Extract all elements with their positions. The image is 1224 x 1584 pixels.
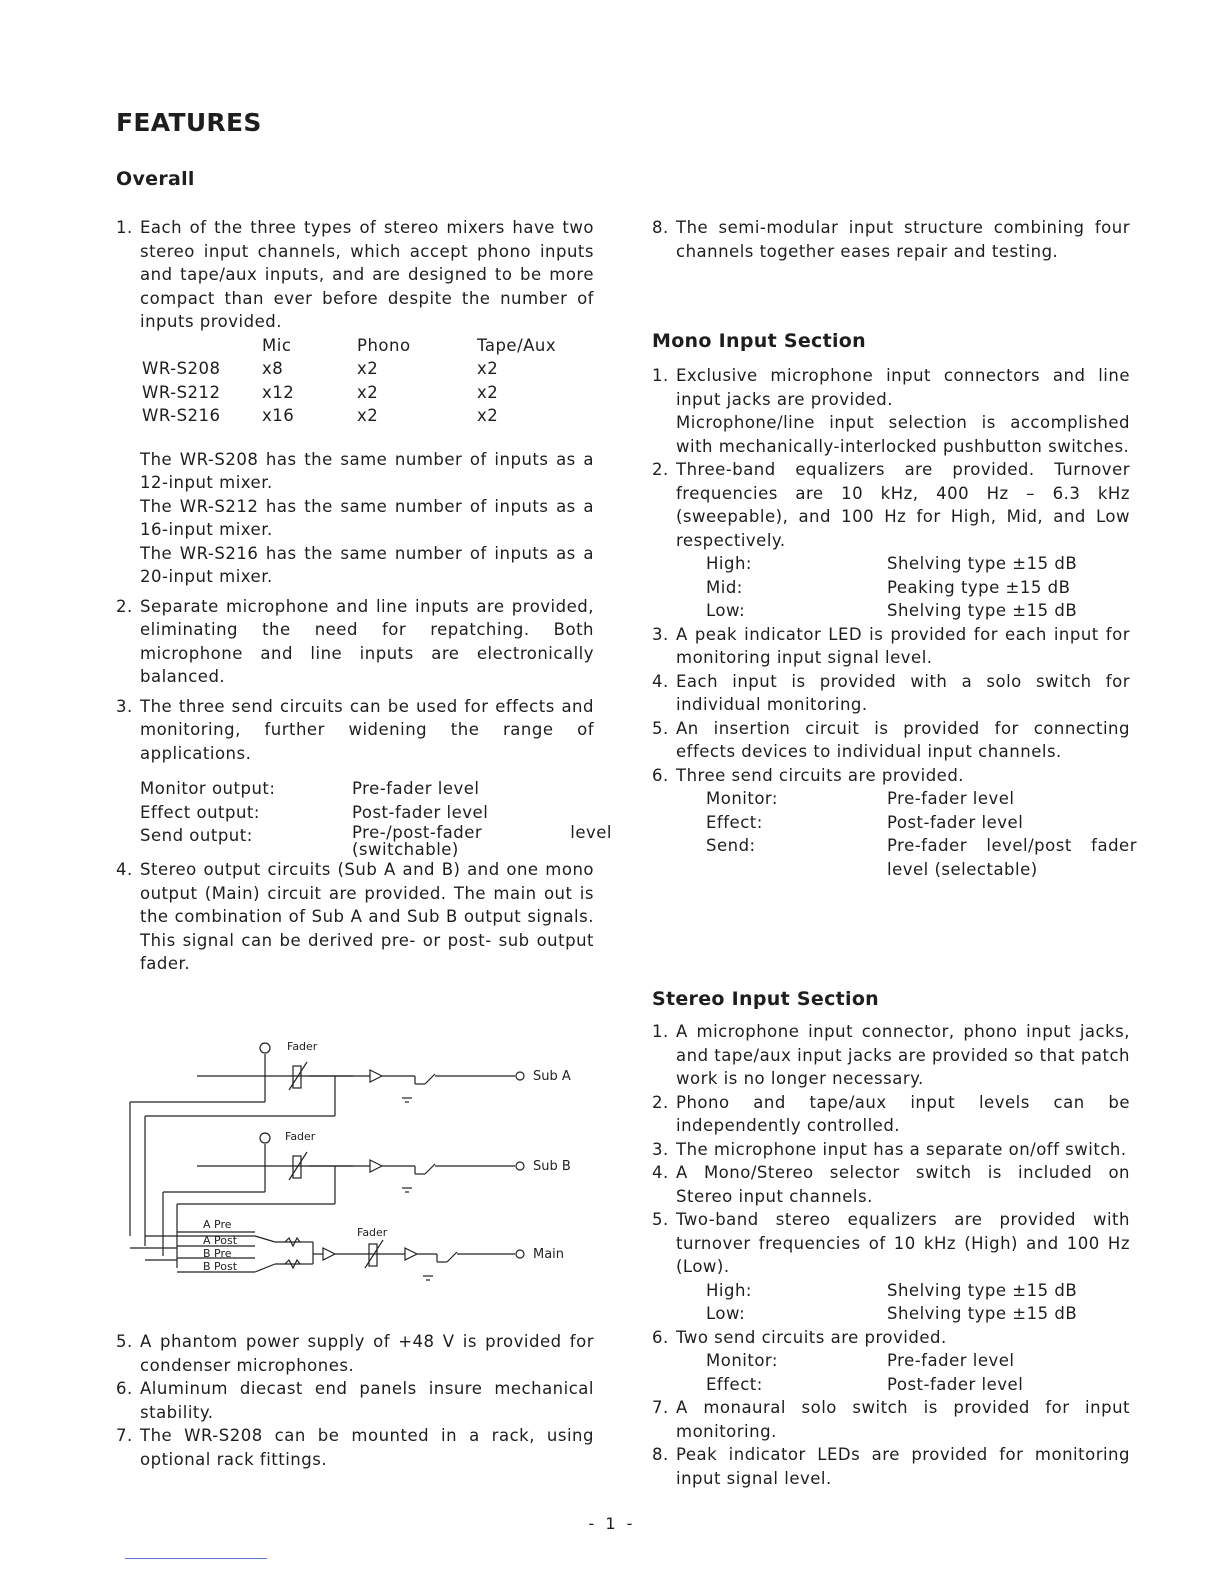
item-number: 8. [652,218,669,237]
overall-heading: Overall [116,168,195,190]
item-text: Three send circuits are provided. [676,765,965,785]
item-text: Three-band equalizers are provided. Turnover frequencies are 10 kHz, 400 Hz – 6.3 kHz (sweepable), and 100 Hz for High, Mid, and Low respectively. [676,460,1130,550]
item-text: Exclusive microphone input connectors and line input jacks are provided. [676,366,1130,409]
list-item [652,364,1130,458]
eq-label: Low: [706,1304,746,1323]
eq-list [706,1279,1130,1326]
item-text: A microphone input connector, phono input jacks, and tape/aux input jacks are provided so that patch work is no longer necessary. [676,1022,1130,1088]
output-block-diagram [125,1028,595,1300]
send-value: Pre-fader level/post fader level (selectable) [887,836,1137,879]
table-cell: x16 [262,406,295,425]
item-text: Two-band stereo equalizers are provided with turnover frequencies of 10 kHz (High) and 100 Hz (Low). [676,1210,1130,1276]
item-text: Peak indicator LEDs are provided for monitoring input signal level. [676,1445,1130,1488]
jack-icon [516,1250,524,1258]
item-number: 2. [652,460,669,479]
stereo-heading: Stereo Input Section [652,988,880,1010]
a-pre-label: A Pre [203,1218,232,1231]
list-item [116,1424,594,1471]
output-value: Pre-/post-fader level (switchable) [352,823,612,859]
table-cell: x2 [357,382,379,402]
table-cell: x2 [357,406,379,425]
table-cell: WR-S216 [142,406,221,425]
item-number: 5. [652,1210,669,1229]
item-text: The three send circuits can be used for effects and monitoring, further widening the range of applications. [140,696,594,763]
item-text: A Mono/Stereo selector switch is included on Stereo input channels. [676,1163,1130,1206]
note: The WR-S212 has the same number of inputs as a 16-input mixer. [140,496,594,539]
send-value: Post-fader level [887,1374,1024,1394]
table-cell: WR-S212 [142,382,221,402]
item-number: 4. [652,1163,669,1182]
main-label: Main [533,1247,565,1262]
eq-label: High: [706,1280,752,1300]
item-number: 1. [652,1022,669,1041]
list-item [652,670,1130,717]
sends-list [706,787,1137,881]
fader-knob-icon [260,1133,270,1143]
output-value: Pre-fader level [352,779,480,798]
item-text: Each of the three types of stereo mixers have two stereo input channels, which accept phono inputs and tape/aux inputs, and are designed to be more compact than ever before despite the number of inputs provided. [140,218,594,331]
page-number: - 1 - [588,1514,636,1533]
item-text: The microphone input has a separate on/off switch. [676,1139,1127,1159]
sends-list [706,1349,1130,1396]
b-post-label: B Post [203,1260,238,1273]
item-number: 1. [116,218,133,237]
output-label: Send output: [140,826,253,845]
item-text: An insertion circuit is provided for connecting effects devices to individual input channels. [676,718,1130,761]
eq-list [706,552,1130,623]
eq-value: Peaking type ±15 dB [887,577,1071,597]
fader-label: Fader [285,1130,316,1143]
send-value: Post-fader level [887,812,1024,832]
jack-icon [516,1072,524,1080]
table-header: Mic [262,335,292,355]
list-item [652,1208,1130,1326]
eq-value: Shelving type ±15 dB [887,601,1078,620]
list-item [652,1091,1130,1138]
item-number: 5. [116,1332,133,1351]
eq-label: High: [706,554,752,573]
eq-value: Shelving type ±15 dB [887,1304,1078,1323]
item-text: Aluminum diecast end panels insure mechanical stability. [140,1379,594,1422]
item-number: 6. [652,1327,669,1347]
table-cell: x8 [262,359,284,378]
table-cell: x2 [477,382,499,402]
outputs-list [140,777,612,859]
list-item [652,1161,1130,1208]
send-label: Send: [706,836,756,855]
item-text: Microphone/line input selection is accomplished with mechanically-interlocked pushbutton switches. [676,413,1130,456]
item-text: Stereo output circuits (Sub A and B) and one mono output (Main) circuit are provided. The main out is the combination of Sub A and Sub B output signals. This signal can be derived pre- or post- sub output fader. [140,860,594,973]
overall-section [116,216,612,976]
a-post-label: A Post [203,1234,238,1247]
table-header: Tape/Aux [477,335,557,355]
fader-knob-icon [260,1043,270,1053]
item-text: Two send circuits are provided. [676,1327,947,1347]
item-text: Phono and tape/aux input levels can be independently controlled. [676,1092,1130,1135]
table-cell: x2 [477,359,499,378]
stereo-section [652,1020,1130,1490]
note: The WR-S216 has the same number of inputs as a 20-input mixer. [140,543,594,586]
page-title: FEATURES [116,108,262,137]
table-cell: x2 [477,406,499,425]
table-cell: x12 [262,382,295,402]
list-item [116,1330,594,1377]
item-number: 2. [116,596,133,616]
spec-table [142,334,594,428]
item-text: A monaural solo switch is provided for input monitoring. [676,1398,1130,1441]
fader-label: Fader [287,1040,318,1053]
list-item [116,216,594,589]
mono-section [652,364,1137,881]
output-label: Monitor output: [140,779,276,798]
item-number: 6. [652,765,669,785]
list-item [652,1020,1130,1091]
list-item [116,1377,594,1424]
item-text: The WR-S208 can be mounted in a rack, using optional rack fittings. [140,1426,594,1469]
list-item [652,216,1130,263]
output-value: Post-fader level [352,802,489,822]
table-cell: x2 [357,359,379,378]
list-item [652,717,1130,764]
eq-value: Shelving type ±15 dB [887,554,1078,573]
send-label: Monitor: [706,789,778,808]
item-number: 6. [116,1379,133,1398]
list-item [652,1396,1130,1443]
list-item [652,764,1137,882]
sub-b-label: Sub B [533,1159,571,1174]
item-number: 5. [652,718,669,738]
eq-value: Shelving type ±15 dB [887,1280,1078,1300]
eq-label: Mid: [706,577,743,597]
footer-rule [125,1558,267,1559]
item-number: 3. [652,624,669,644]
sub-a-label: Sub A [533,1069,571,1084]
item-number: 7. [116,1426,133,1445]
table-cell: WR-S208 [142,359,221,378]
send-value: Pre-fader level [887,1351,1015,1370]
item-number: 3. [116,696,133,716]
overall-section-continued [116,1330,594,1471]
item-text: A peak indicator LED is provided for each input for monitoring input signal level. [676,624,1130,667]
list-item [652,458,1130,623]
jack-icon [516,1162,524,1170]
item-number: 2. [652,1092,669,1112]
send-label: Effect: [706,1374,763,1394]
item-text: Separate microphone and line inputs are provided, eliminating the need for repatching. Both microphone and line inputs are electronically balanced. [140,596,594,686]
mono-heading: Mono Input Section [652,330,866,352]
list-item [652,1326,1130,1397]
item-number: 4. [652,671,669,691]
table-header: Phono [357,335,411,355]
output-label: Effect output: [140,802,260,822]
list-item [116,595,594,689]
overall-item-8 [652,216,1130,263]
send-value: Pre-fader level [887,789,1015,808]
list-item [652,623,1130,670]
item-number: 8. [652,1445,669,1464]
item-text: A phantom power supply of +48 V is provided for condenser microphones. [140,1332,594,1375]
item-number: 1. [652,366,669,385]
item-text: Each input is provided with a solo switch for individual monitoring. [676,671,1130,714]
fader-label: Fader [357,1226,388,1239]
send-label: Monitor: [706,1351,778,1370]
item-text: The semi-modular input structure combining four channels together eases repair and testing. [676,218,1130,261]
list-item [652,1443,1130,1490]
list-item [116,858,594,976]
list-item [116,695,612,859]
item-number: 4. [116,860,133,879]
eq-label: Low: [706,601,746,620]
send-label: Effect: [706,812,763,832]
item-number: 7. [652,1398,669,1417]
list-item [652,1138,1130,1162]
note: The WR-S208 has the same number of inputs as a 12-input mixer. [140,449,594,492]
b-pre-label: B Pre [203,1247,232,1260]
item-number: 3. [652,1139,669,1159]
